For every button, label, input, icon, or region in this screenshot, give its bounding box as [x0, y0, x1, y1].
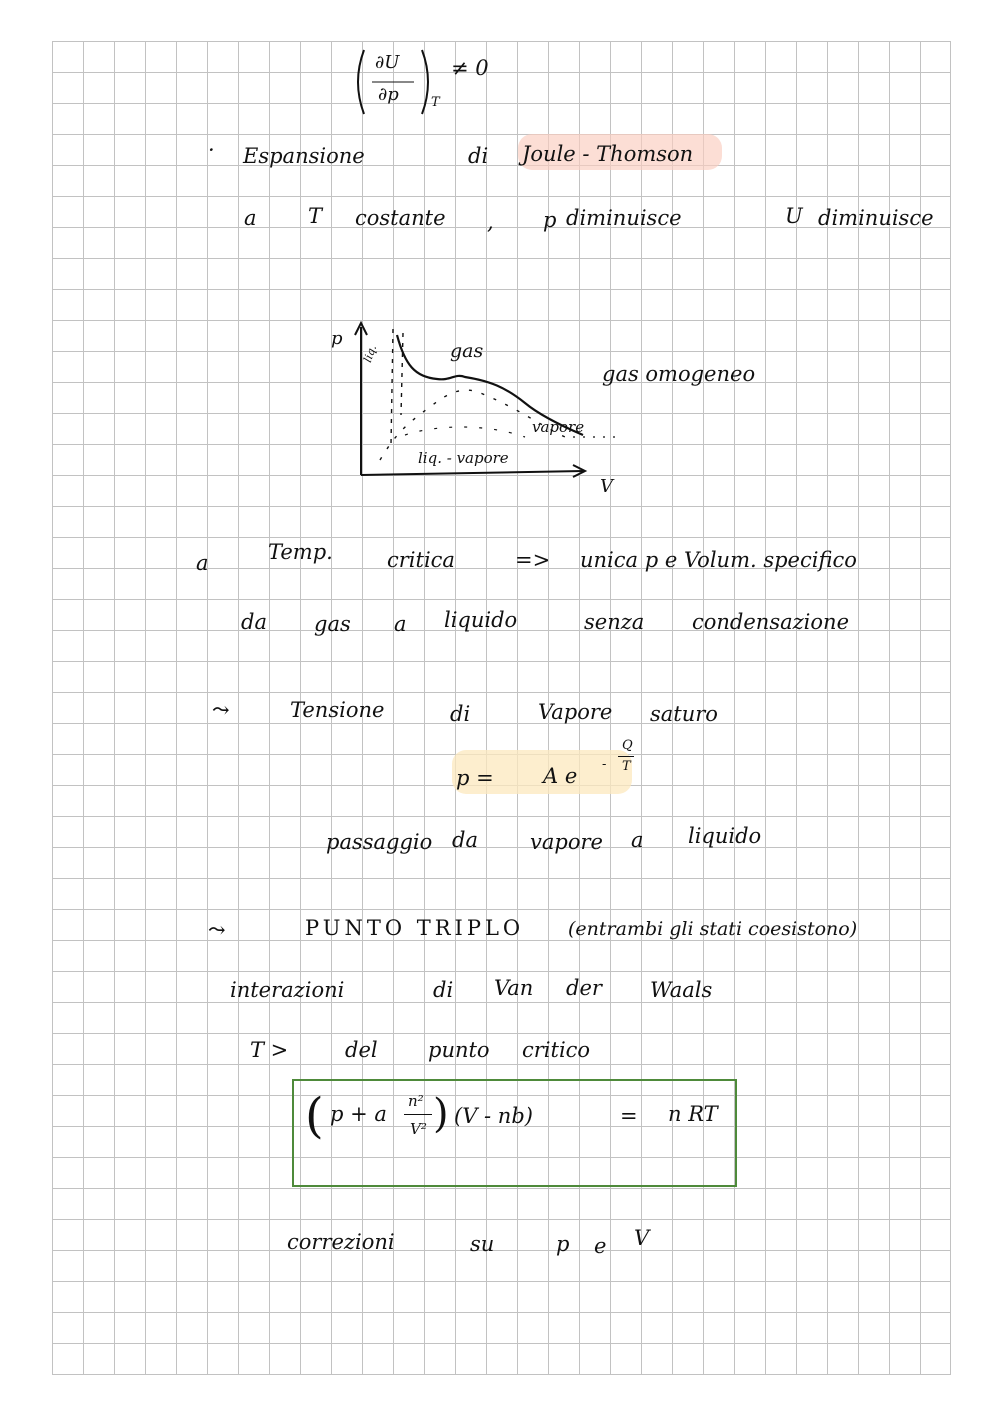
line6-vapore: vapore: [530, 830, 603, 854]
line3-arrow: =>: [515, 548, 551, 572]
line9-critico: critico: [522, 1038, 591, 1062]
line4-a: a: [394, 612, 407, 636]
diagram-vapore: vapore: [532, 418, 585, 436]
derivative-numerator: ∂U: [375, 52, 400, 73]
formula2-frac-bar: [404, 1114, 432, 1115]
line2-T: T: [308, 204, 323, 228]
formula2-close: ): [433, 1091, 449, 1137]
line8-der: der: [566, 976, 602, 1000]
line4-liquido: liquido: [444, 608, 518, 632]
line10-V: V: [634, 1226, 650, 1250]
line8-waals: Waals: [650, 978, 713, 1002]
line10-p: p: [556, 1232, 570, 1256]
line7-title: PUNTO TRIPLO: [305, 916, 525, 940]
formula2-open: (: [305, 1088, 324, 1144]
diagram-liquido: liq.: [361, 343, 380, 365]
line9-del: del: [345, 1038, 378, 1062]
line4-da: da: [241, 610, 267, 634]
line4-condensazione: condensazione: [692, 610, 849, 634]
line10-correzioni: correzioni: [287, 1230, 395, 1254]
formula2-eq: =: [620, 1104, 638, 1128]
section1-word2: di: [468, 144, 489, 168]
formula1-lhs: p =: [456, 766, 494, 790]
line7-arrow: ⤳: [208, 918, 226, 942]
formula1-rhs: A e: [543, 764, 578, 788]
formula2-v2: V²: [410, 1120, 427, 1138]
line5-vapore: Vapore: [538, 700, 613, 724]
line8-interazioni: interazioni: [230, 978, 345, 1002]
formula1-exp-den: T: [622, 759, 631, 774]
diagram-note: gas omogeneo: [602, 362, 756, 386]
formula2-rhs: n RT: [668, 1102, 718, 1126]
formula1-exp-bar: [618, 756, 634, 757]
formula2-second: (V - nb): [454, 1104, 533, 1128]
line2-p: p: [543, 208, 557, 232]
line5-saturo: saturo: [650, 702, 718, 726]
line5-tensione: Tensione: [290, 698, 385, 722]
line6-liquido: liquido: [688, 824, 762, 848]
line4-gas: gas: [314, 612, 351, 636]
diagram-liq-vapore: liq. - vapore: [418, 449, 509, 467]
line8-van: Van: [494, 976, 534, 1000]
derivative-denominator: ∂p: [378, 84, 399, 105]
line2-comma: ,: [487, 210, 494, 234]
formula1-exp-num: Q: [622, 738, 633, 753]
line10-e: e: [594, 1234, 607, 1258]
line2-a: a: [244, 206, 257, 230]
line8-di: di: [433, 978, 454, 1002]
line3-rest: unica p e Volum. specifico: [580, 548, 857, 572]
line10-su: su: [470, 1232, 495, 1256]
line3-critica: critica: [387, 548, 455, 572]
line5-di: di: [450, 702, 471, 726]
line4-senza: senza: [584, 610, 645, 634]
diagram-p-axis: p: [331, 328, 343, 349]
line3-a: a: [196, 551, 209, 575]
diagram-v-axis: V: [600, 476, 613, 497]
diagram-gas: gas: [450, 340, 484, 362]
line2-diminuisce: diminuisce: [566, 206, 682, 230]
formula1-exp-sign: -: [602, 757, 607, 772]
line9-T: T >: [250, 1038, 289, 1062]
section1-highlight: Joule - Thomson: [522, 142, 694, 166]
line6-a: a: [631, 828, 644, 852]
line2-diminuisce2: diminuisce: [818, 206, 934, 230]
derivative-subscript: T: [431, 95, 440, 110]
line2-costante: costante: [355, 206, 446, 230]
derivative-relation: ≠ 0: [451, 56, 489, 80]
line3-temp: Temp.: [268, 540, 333, 564]
line6-passaggio: passaggio: [326, 830, 433, 854]
line5-arrow: ⤳: [212, 698, 230, 722]
line2-U: U: [785, 204, 803, 228]
derivative-bracket: [350, 42, 510, 122]
phase-diagram: [325, 315, 645, 495]
section1-word1: Espansione: [243, 144, 365, 168]
formula2-n2: n²: [408, 1092, 424, 1110]
line7-note: (entrambi gli stati coesistono): [568, 918, 858, 940]
line9-punto: punto: [428, 1038, 490, 1062]
bullet: ·: [208, 138, 215, 162]
van-der-waals-box: [292, 1079, 737, 1187]
formula2-p: p + a: [330, 1102, 387, 1126]
line6-da: da: [452, 828, 478, 852]
